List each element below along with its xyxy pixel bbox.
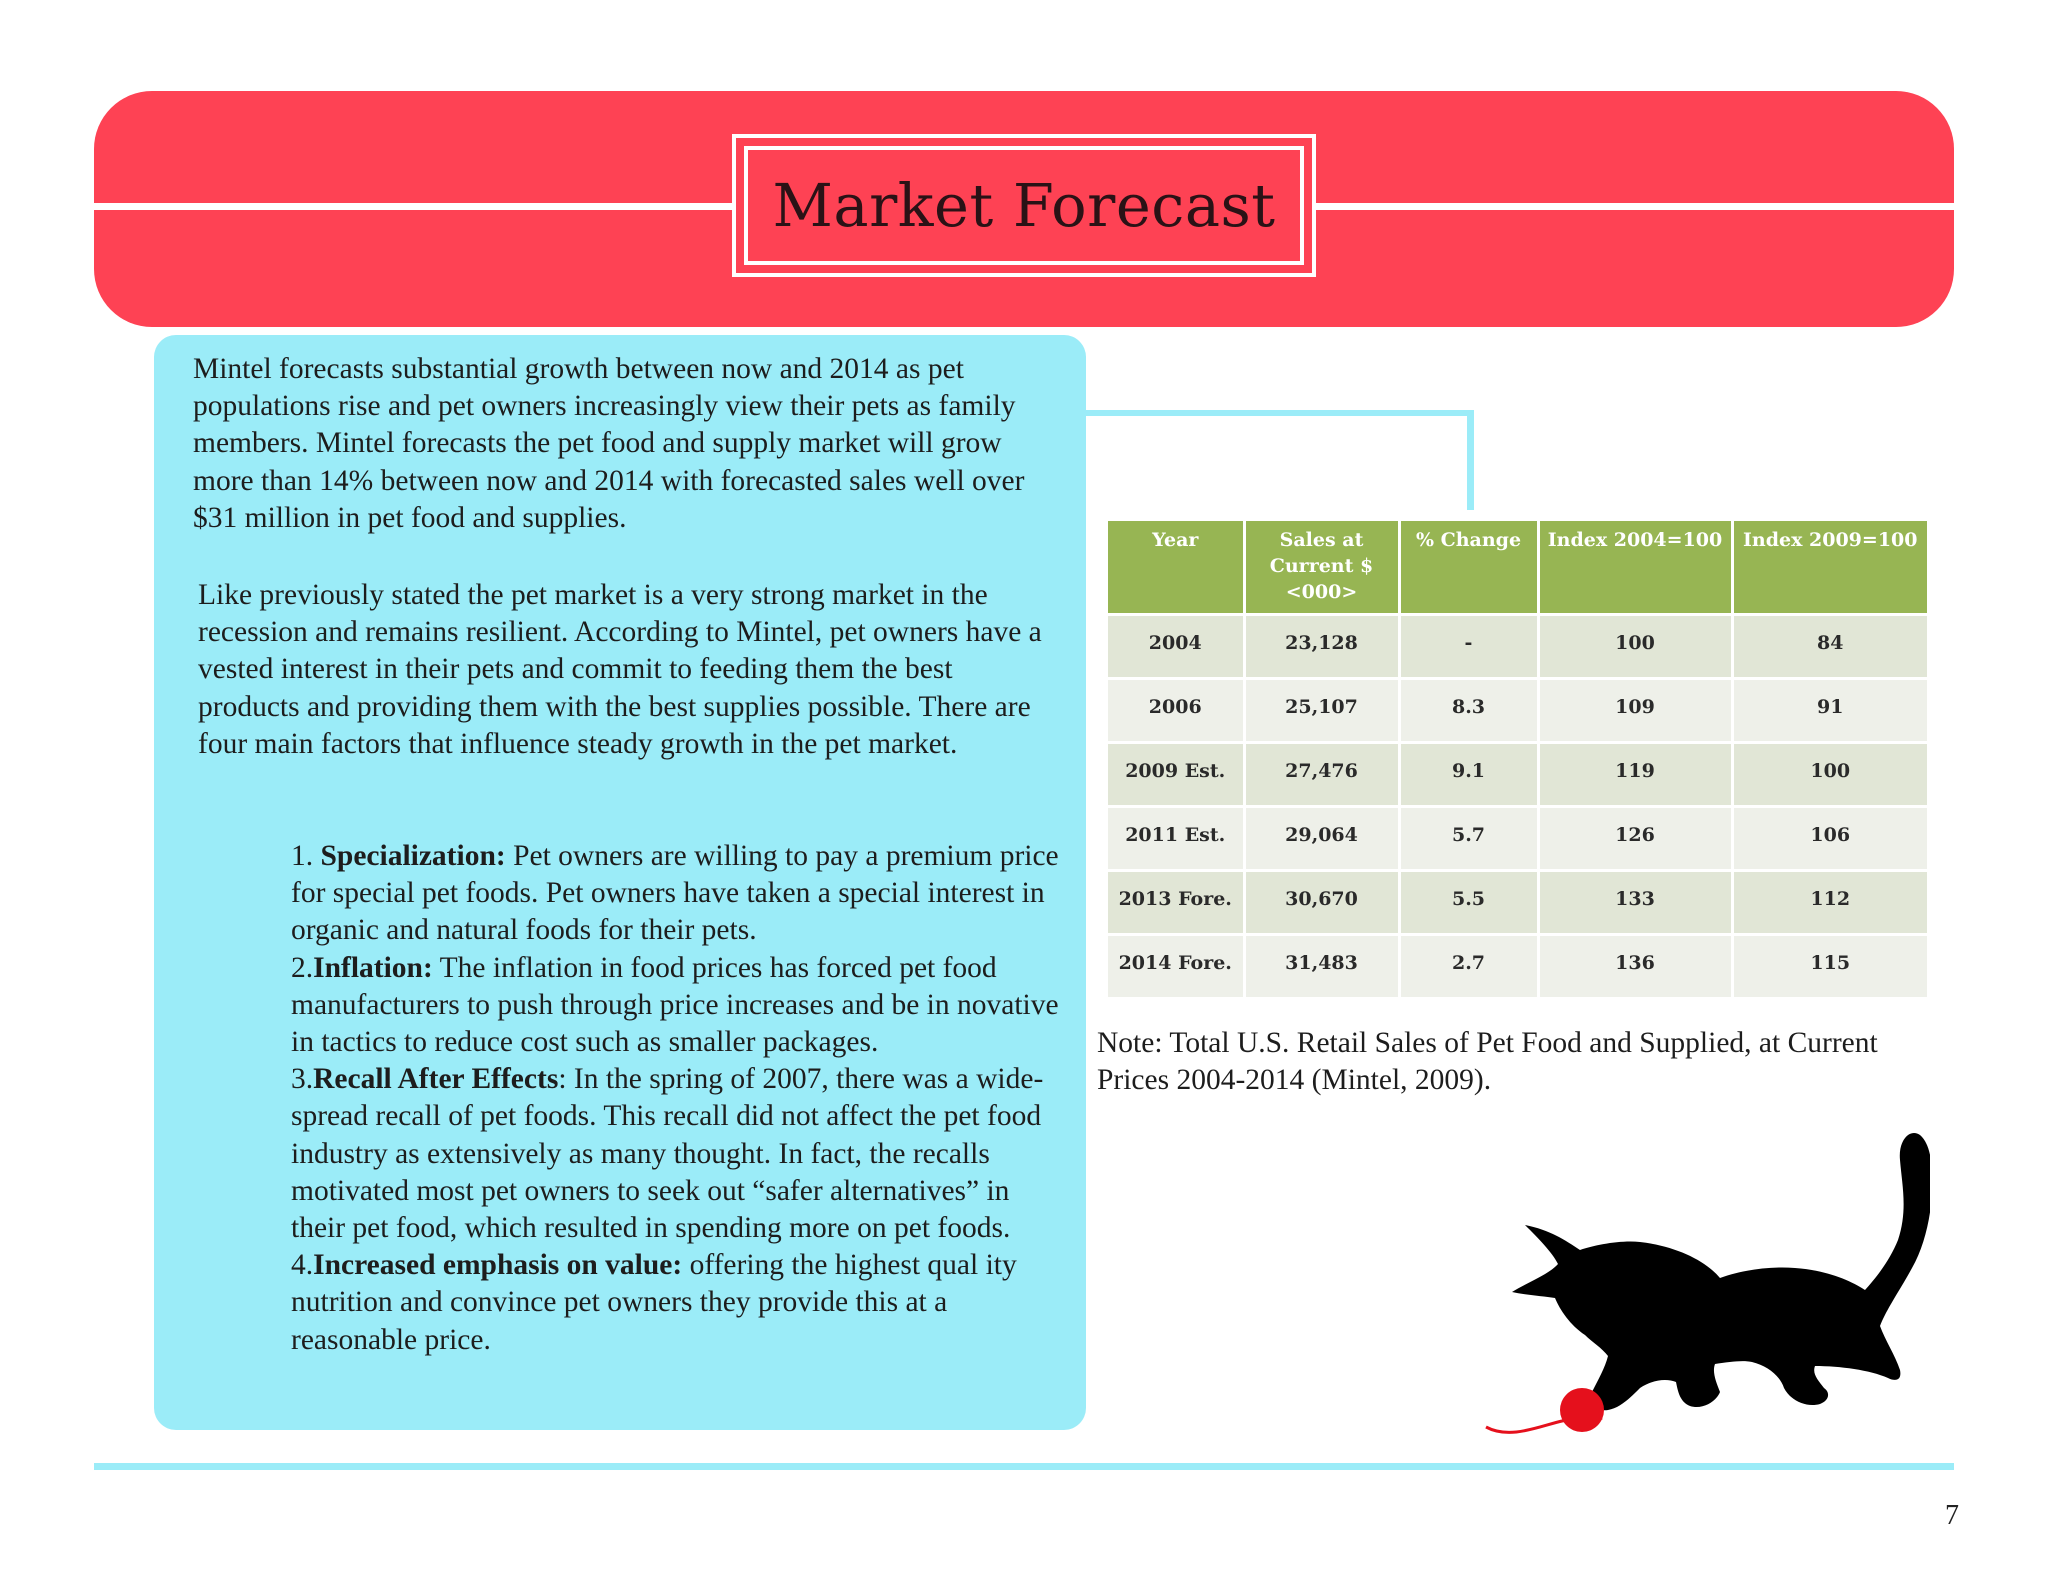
- table-cell: 2011 Est.: [1108, 807, 1244, 871]
- table-cell: 106: [1732, 807, 1927, 871]
- sales-table: [1108, 521, 1927, 997]
- kitten-illustration: [1480, 1130, 1930, 1440]
- table-cell: 100: [1732, 743, 1927, 807]
- table-cell: 2009 Est.: [1108, 743, 1244, 807]
- factor-item: 4.Increased emphasis on value: offering the highest qual ity nutrition and convince pet owners they provide this at a reasonable price.: [291, 1249, 1017, 1356]
- table-cell: 27,476: [1244, 743, 1399, 807]
- table-note: Note: Total U.S. Retail Sales of Pet Food and Supplied, at Current Prices 2004-2014 (Mintel, 2009).: [1097, 1027, 1878, 1097]
- table-cell: 136: [1538, 935, 1732, 998]
- factor-heading: Inflation:: [313, 951, 433, 984]
- table-row: [1108, 935, 1927, 998]
- factors-list: [291, 838, 1061, 1359]
- table-cell: 115: [1732, 935, 1927, 998]
- table-cell: 25,107: [1244, 679, 1399, 743]
- page-number: 7: [1945, 1500, 1959, 1531]
- table-cell: 2004: [1108, 615, 1244, 679]
- table-cell: 84: [1732, 615, 1927, 679]
- column-header: Index 2004=100: [1538, 521, 1732, 615]
- yarn-ball: [1560, 1388, 1604, 1432]
- resilience-paragraph: Like previously stated the pet market is a very strong market in the recession and remains resilient. According to Mintel, pet owners have a vested interest in their pets and commit to feeding them the best products and providing them with the best supplies possible. There are four main factors that influence steady growth in the pet market.: [198, 579, 1042, 760]
- table-cell: 100: [1538, 615, 1732, 679]
- factor-item: 2.Inflation: The inflation in food prices has forced pet food manufacturers to push through price increases and be in novative in tactics to reduce cost such as smaller packages.: [291, 951, 1059, 1059]
- table-row: [1108, 679, 1927, 743]
- table-cell: 5.7: [1399, 807, 1538, 871]
- intro-paragraph: Mintel forecasts substantial growth between now and 2014 as pet populations rise and pet owners increasingly view their pets as family members. Mintel forecasts the pet food and supply market will grow more than 14% between now and 2014 with forecasted sales well over $31 million in pet food and supplies.: [193, 353, 1025, 534]
- table-cell: 109: [1538, 679, 1732, 743]
- factor-heading: Increased emphasis on value:: [313, 1249, 683, 1282]
- factor-heading: Recall After Effects: [313, 1063, 559, 1096]
- column-header: % Change: [1399, 521, 1538, 615]
- table-cell: 30,670: [1244, 871, 1399, 935]
- column-header: Year: [1108, 521, 1244, 615]
- header-rule-right: [1314, 203, 1954, 210]
- connector-line-horizontal: [1086, 410, 1474, 416]
- table-cell: 29,064: [1244, 807, 1399, 871]
- table-cell: 8.3: [1399, 679, 1538, 743]
- table-cell: -: [1399, 615, 1538, 679]
- table-cell: 2006: [1108, 679, 1244, 743]
- factor-heading: Specialization:: [320, 840, 506, 872]
- table-header-row: [1108, 521, 1927, 615]
- table-cell: 126: [1538, 807, 1732, 871]
- table-cell: 133: [1538, 871, 1732, 935]
- table-cell: 2.7: [1399, 935, 1538, 998]
- factor-item: 1. Specialization: Pet owners are willing to pay a premium price for special pet foods. Pet owners have taken a special interest in organic and natural foods for their pets.: [291, 840, 1059, 947]
- connector-line-vertical: [1467, 410, 1474, 510]
- page-title: Market Forecast: [772, 171, 1276, 240]
- column-header: Index 2009=100: [1732, 521, 1927, 615]
- table-cell: 119: [1538, 743, 1732, 807]
- table-row: [1108, 615, 1927, 679]
- table-cell: 5.5: [1399, 871, 1538, 935]
- factor-item: 3.Recall After Effects: In the spring of 2007, there was a wide-spread recall of pet foods. This recall did not affect the pet food industry as extensively as many thought. In fact, the recalls motivated most pet owners to seek out “safer alternatives” in their pet food, which resulted in spending more on pet foods.: [291, 1063, 1044, 1245]
- table-cell: 31,483: [1244, 935, 1399, 998]
- table-cell: 91: [1732, 679, 1927, 743]
- table-cell: 112: [1732, 871, 1927, 935]
- column-header: Sales at Current $ <000>: [1244, 521, 1399, 615]
- table-cell: 23,128: [1244, 615, 1399, 679]
- table-row: [1108, 807, 1927, 871]
- title-frame: [732, 134, 1316, 277]
- title-inner-frame: [744, 146, 1304, 265]
- footer-rule: [94, 1463, 1954, 1470]
- table-row: [1108, 871, 1927, 935]
- table-cell: 2013 Fore.: [1108, 871, 1244, 935]
- table-cell: 9.1: [1399, 743, 1538, 807]
- table-row: [1108, 743, 1927, 807]
- header-rule-left: [94, 203, 734, 210]
- table-cell: 2014 Fore.: [1108, 935, 1244, 998]
